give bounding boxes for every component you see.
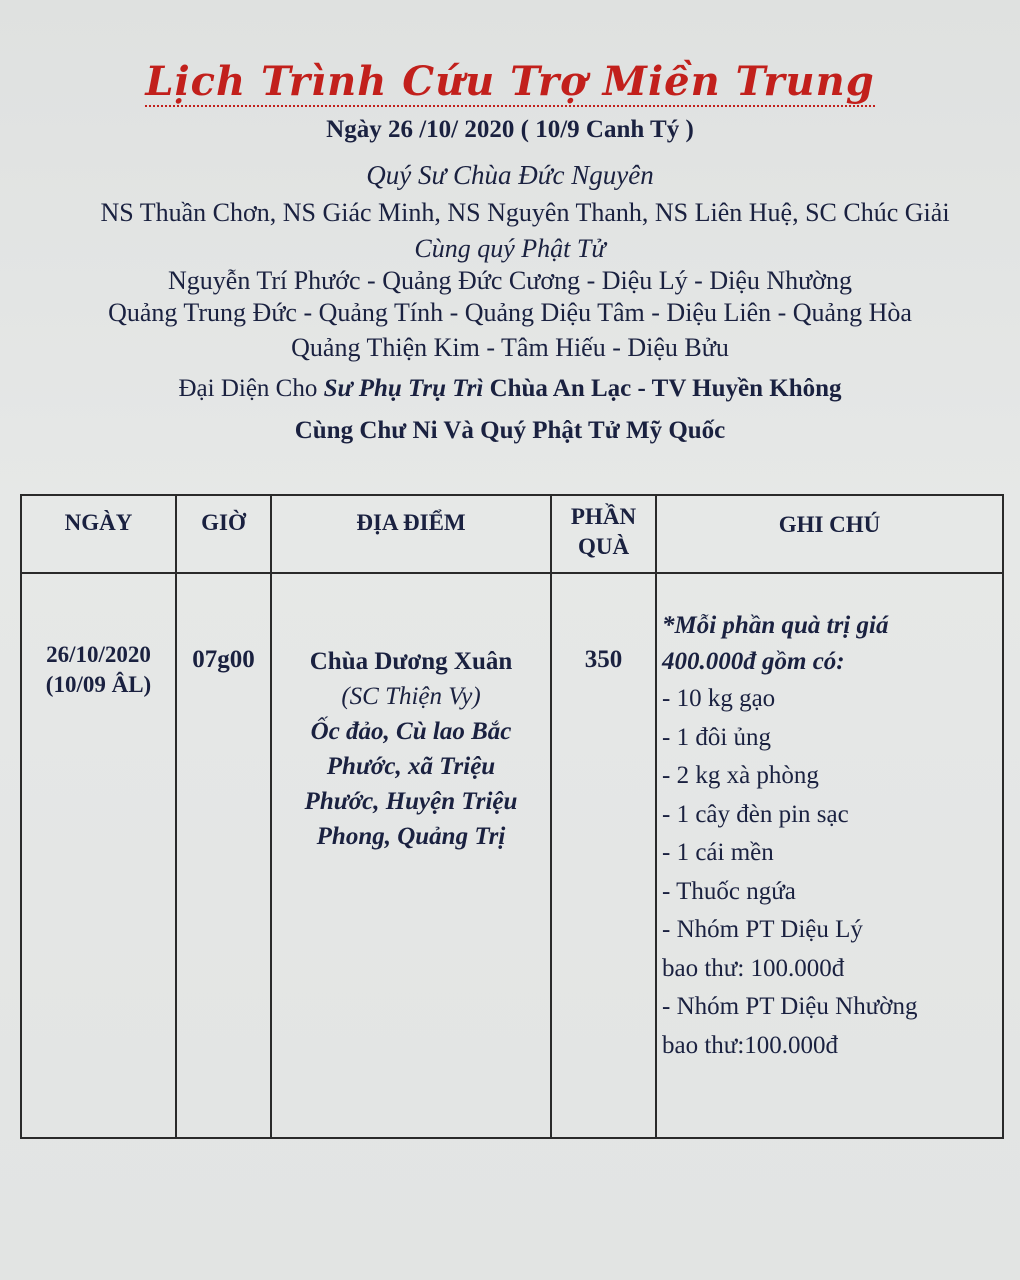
chu-ni-line: Cùng Chư Ni Và Quý Phật Tử Mỹ Quốc — [294, 417, 726, 444]
column-divider — [655, 496, 657, 1137]
schedule-table — [20, 494, 1004, 1139]
header-ngay: NGÀY — [64, 510, 133, 535]
date-value: 26/10/2020 — [46, 642, 151, 667]
header-ghi-chu: GHI CHÚ — [778, 512, 881, 537]
dai-dien-line — [0, 375, 1020, 403]
note-item: - Nhóm PT Diệu Lý — [662, 916, 863, 943]
names-line-3: Quảng Thiện Kim - Tâm Hiếu - Diệu Bửu — [291, 333, 729, 362]
note-item: - 1 cây đèn pin sạc — [662, 800, 849, 828]
place-sc: (SC Thiện Vy) — [341, 683, 481, 710]
place-line: Phước, Huyện Triệu — [304, 788, 518, 815]
note-item: - 1 đôi ủng — [662, 723, 772, 751]
cell-quantity: 350 — [584, 646, 623, 673]
place-name: Chùa Dương Xuân — [309, 648, 513, 675]
cell-notes — [662, 608, 982, 1065]
note-item: - Thuốc ngứa — [662, 877, 796, 905]
place-line: Phước, xã Triệu — [326, 753, 496, 780]
header-qua: QUÀ — [577, 534, 630, 559]
place-line: Ốc đảo, Cù lao Bắc — [310, 718, 512, 745]
dai-dien-suffix: Chùa An Lạc - TV Huyền Không — [489, 375, 842, 402]
place-line: Phong, Quảng Trị — [316, 823, 506, 850]
document-title: Lịch Trình Cứu Trợ Miền Trung — [145, 58, 875, 105]
cell-place — [272, 644, 550, 854]
dai-dien-italic: Sư Phụ Trụ Trì — [323, 375, 484, 402]
note-item: bao thư:100.000đ — [662, 1031, 839, 1059]
note-intro-1: *Mỗi phần quà trị giá — [662, 612, 889, 639]
cung-quy-line: Cùng quý Phật Tử — [414, 234, 606, 263]
note-item: bao thư: 100.000đ — [662, 954, 845, 982]
date-line: Ngày 26 /10/ 2020 ( 10/9 Canh Tý ) — [326, 116, 694, 143]
names-line-2: Quảng Trung Đức - Quảng Tính - Quảng Diệu Tâm - Diệu Liên - Quảng Hòa — [108, 298, 912, 327]
cell-date — [22, 640, 175, 700]
note-item: - Nhóm PT Diệu Nhường — [662, 993, 918, 1020]
column-divider — [550, 496, 552, 1137]
note-item: - 10 kg gạo — [662, 685, 776, 712]
note-item: - 1 cái mền — [662, 839, 774, 866]
column-divider — [175, 496, 177, 1137]
cell-time: 07g00 — [192, 646, 255, 673]
header-gio: GIỜ — [201, 510, 246, 535]
lunar-date-value: (10/09 ÂL) — [45, 672, 152, 697]
header-dia-diem: ĐỊA ĐIỂM — [356, 510, 466, 535]
quy-su-line: Quý Sư Chùa Đức Nguyên — [366, 160, 654, 190]
dai-dien-prefix: Đại Diện Cho — [178, 375, 318, 402]
note-intro-2: 400.000đ gồm có: — [662, 648, 845, 675]
ns-line: NS Thuần Chơn, NS Giác Minh, NS Nguyên Thanh, NS Liên Huệ, SC Chúc Giải — [100, 198, 950, 227]
names-line-1: Nguyễn Trí Phước - Quảng Đức Cương - Diệu Lý - Diệu Nhường — [168, 266, 852, 295]
header-phan-qua — [552, 502, 655, 562]
note-item: - 2 kg xà phòng — [662, 762, 819, 789]
header-divider — [22, 572, 1002, 574]
header-phan: PHẦN — [570, 504, 637, 529]
